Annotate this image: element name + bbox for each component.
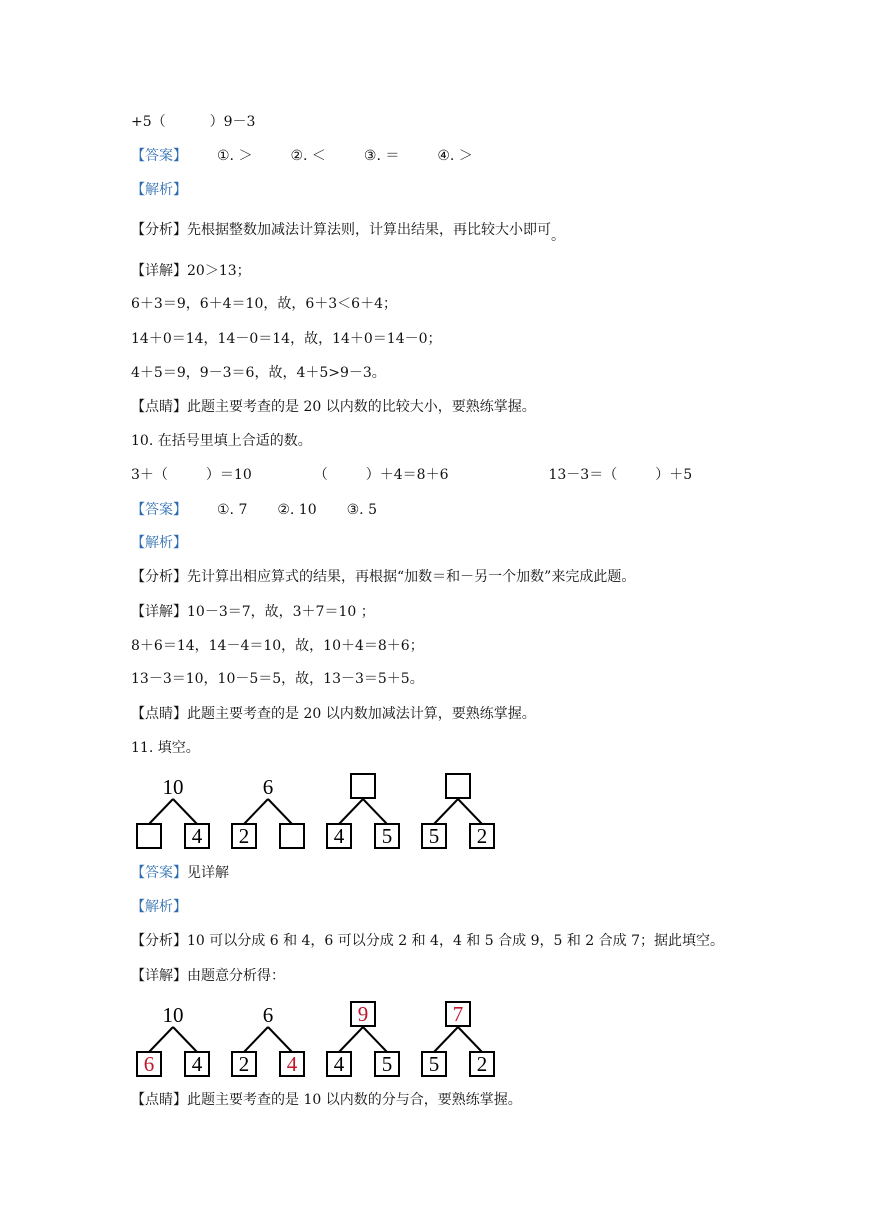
right-box (280, 824, 304, 848)
q9-xiangjie-4: 4＋5＝9，9－3＝6，故，4＋5>9－3。 (131, 365, 386, 381)
q11-xiangjie: 【详解】由题意分析得： (131, 968, 285, 984)
q10-fenxi: 【分析】先计算出相应算式的结果，再根据“加数＝和－另一个加数”来完成此题。 (131, 569, 636, 585)
left-number: 6 (143, 1052, 155, 1076)
branch-left (339, 799, 363, 824)
question-tree-4 (422, 774, 494, 848)
answer-tree-4 (422, 1002, 494, 1076)
answer-tree-1 (137, 1003, 209, 1076)
left-box (137, 824, 161, 848)
right-number: 4 (286, 1052, 298, 1076)
branch-right (458, 799, 482, 824)
right-number: 4 (191, 1052, 203, 1076)
answer-tag: 【答案】 (131, 148, 187, 164)
q10-xiangjie-1: 【详解】10－3＝7，故，3＋7＝10 ； (131, 604, 375, 620)
top-number: 10 (162, 775, 184, 799)
left-number: 5 (428, 824, 440, 848)
q10-dianjing: 【点睛】此题主要考查的是 20 以内数加减法计算，要熟练掌握。 (131, 706, 536, 722)
branch-right (268, 1027, 292, 1052)
q9-xiangjie-3: 14＋0＝14，14－0＝14，故，14＋0＝14－0； (131, 331, 442, 347)
right-number: 5 (381, 1052, 393, 1076)
branch-right (458, 1027, 482, 1052)
q9-expression-tail: +5（ ）9－3 (131, 114, 256, 130)
q11-jiexi-tag: 【解析】 (131, 899, 187, 915)
branch-right (363, 1027, 387, 1052)
branch-left (149, 799, 173, 824)
q11-fenxi: 【分析】10 可以分成 6 和 4，6 可以分成 2 和 4，4 和 5 合成 9，5 和 2 合成 7；据此填空。 (131, 933, 724, 949)
question-tree-2 (232, 775, 304, 848)
left-number: 2 (238, 1052, 250, 1076)
answer-tree-3 (327, 1002, 399, 1076)
top-number: 6 (262, 1003, 274, 1027)
left-number: 5 (428, 1052, 440, 1076)
q9-answer-line: 【答案】 ①. ＞ ②. ＜ ③. ＝ ④. ＞ (131, 148, 473, 164)
q9-fenxi: 【分析】先根据整数加减法计算法则，计算出结果，再比较大小即可。 (131, 222, 565, 244)
branch-right (173, 799, 197, 824)
branch-left (434, 1027, 458, 1052)
q10-jiexi-tag: 【解析】 (131, 535, 187, 551)
left-number: 2 (238, 824, 250, 848)
q9-dianjing: 【点睛】此题主要考查的是 20 以内数的比较大小，要熟练掌握。 (131, 399, 536, 415)
top-box (446, 774, 470, 798)
question-tree-3 (327, 774, 399, 848)
question-number-trees (128, 772, 508, 852)
q9-xiangjie-2: 6＋3＝9，6＋4＝10，故，6＋3＜6＋4； (131, 296, 397, 312)
q10-equations: 3＋（ ）＝10 （ ）＋4＝8＋6 13－3＝（ ）＋5 (131, 467, 693, 483)
answer-tree-2 (232, 1003, 304, 1076)
branch-left (149, 1027, 173, 1052)
q10-xiangjie-2: 8＋6＝14，14－4＝10，故，10＋4＝8＋6； (131, 638, 424, 654)
top-number: 6 (262, 775, 274, 799)
right-number: 2 (476, 824, 488, 848)
q10-answer-line: 【答案】 ①. 7 ②. 10 ③. 5 (131, 502, 377, 518)
branch-left (339, 1027, 363, 1052)
branch-right (363, 799, 387, 824)
top-box (351, 774, 375, 798)
q10-title: 10. 在括号里填上合适的数。 (131, 433, 312, 449)
right-number: 2 (476, 1052, 488, 1076)
left-number: 4 (333, 824, 345, 848)
answer-number-trees (128, 1000, 508, 1080)
q9-xiangjie-1: 【详解】20＞13； (131, 263, 251, 279)
branch-left (244, 1027, 268, 1052)
right-number: 4 (191, 824, 203, 848)
branch-right (268, 799, 292, 824)
top-number: 7 (452, 1002, 464, 1026)
top-number: 9 (357, 1002, 369, 1026)
q11-answer-line: 【答案】见详解 (131, 865, 229, 881)
branch-left (434, 799, 458, 824)
top-number: 10 (162, 1003, 184, 1027)
left-number: 4 (333, 1052, 345, 1076)
q11-dianjing: 【点睛】此题主要考查的是 10 以内数的分与合，要熟练掌握。 (131, 1092, 522, 1108)
q10-xiangjie-3: 13－3＝10，10－5＝5，故，13－3＝5＋5。 (131, 671, 424, 687)
q11-title: 11. 填空。 (131, 740, 200, 756)
branch-right (173, 1027, 197, 1052)
q9-jiexi-tag: 【解析】 (131, 182, 187, 198)
branch-left (244, 799, 268, 824)
right-number: 5 (381, 824, 393, 848)
question-tree-1 (137, 775, 209, 848)
